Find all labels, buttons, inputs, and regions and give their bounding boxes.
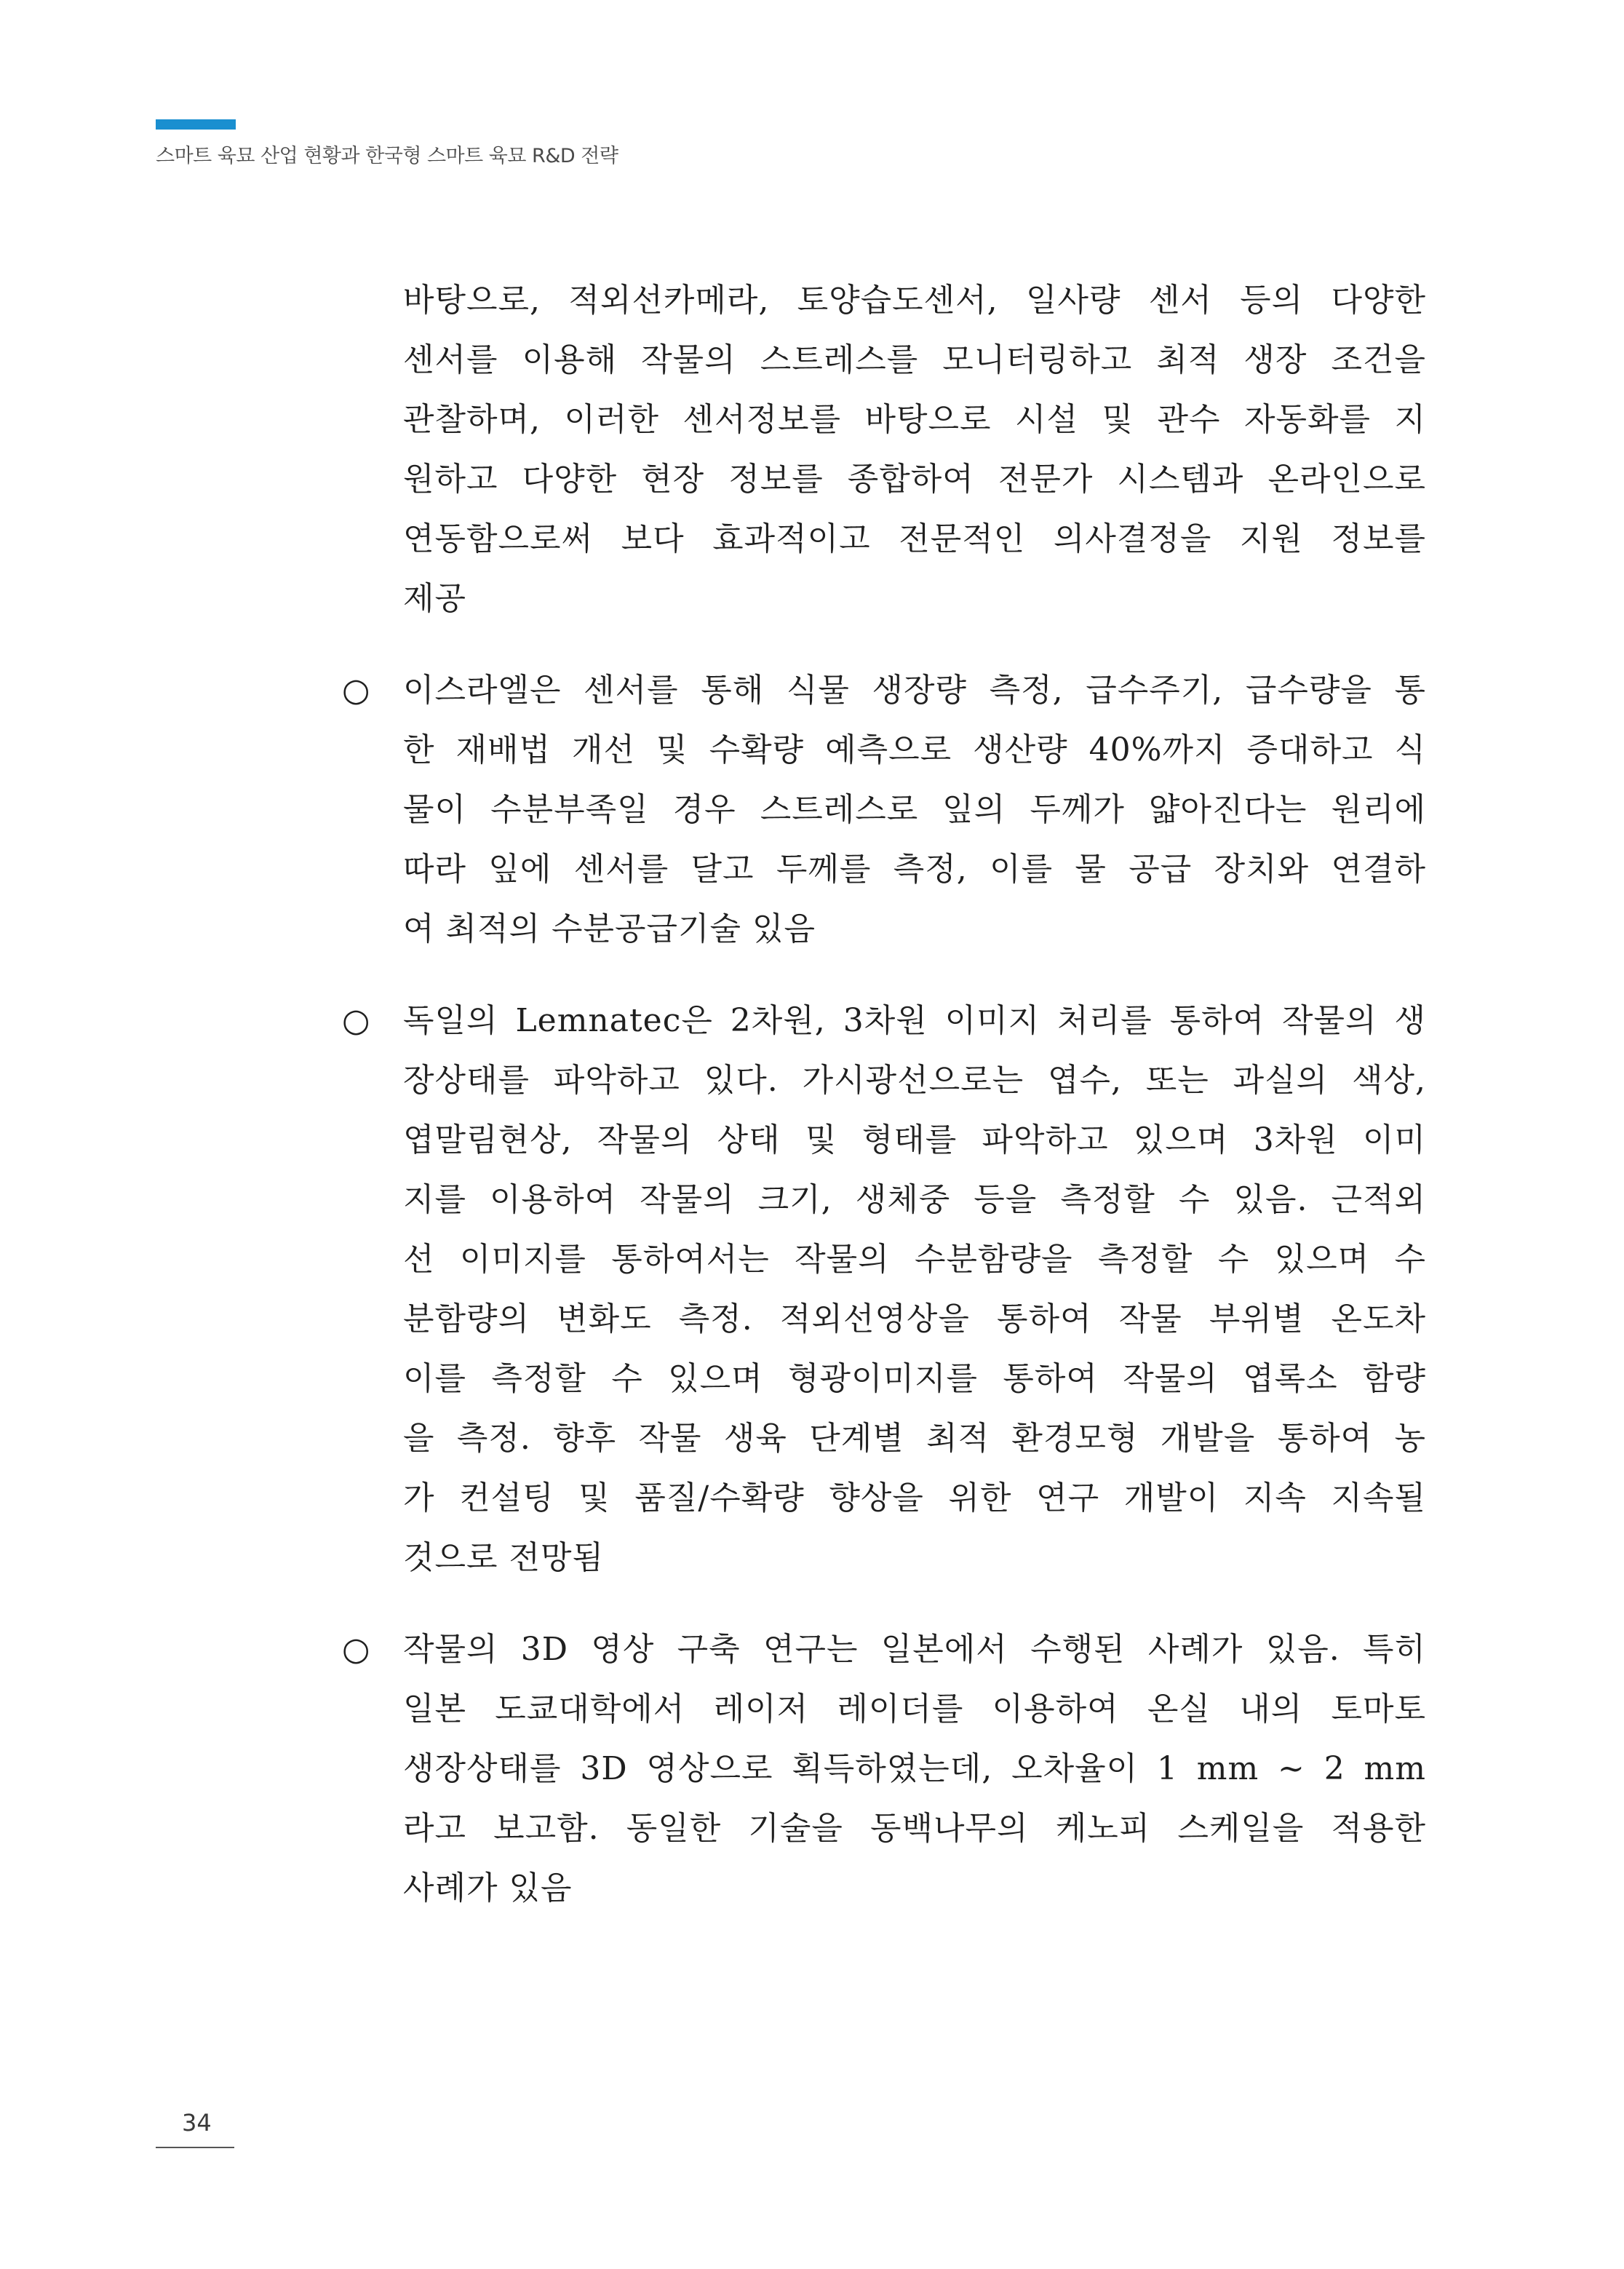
text-line: 여 최적의 수분공급기술 있음 — [403, 910, 816, 947]
text-line: 것으로 전망됨 — [403, 1539, 605, 1576]
text-line: 선 이미지를 통하여서는 작물의 수분함량을 측정할 수 있으며 수 — [403, 1241, 1426, 1278]
text-line: 작물의 3D 영상 구축 연구는 일본에서 수행된 사례가 있음. 특히 — [403, 1631, 1426, 1668]
text-line: 라고 보고함. 동일한 기술을 동백나무의 케노피 스케일을 적용한 — [403, 1810, 1426, 1847]
bullet-paragraph-3d-imaging — [342, 1620, 1426, 1918]
circle-bullet-icon: ○ — [342, 672, 370, 709]
text-line: 이스라엘은 센서를 통해 식물 생장량 측정, 급수주기, 급수량을 통 — [403, 672, 1426, 709]
text-line: 독일의 Lemnatec은 2차원, 3차원 이미지 처리를 통하여 작물의 생 — [403, 1002, 1426, 1039]
bullet-paragraph-israel — [342, 661, 1426, 959]
text-line: 연동함으로써 보다 효과적이고 전문적인 의사결정을 지원 정보를 — [403, 520, 1426, 557]
text-line: 물이 수분부족일 경우 스트레스로 잎의 두께가 얇아진다는 원리에 — [403, 791, 1426, 828]
text-line: 센서를 이용해 작물의 스트레스를 모니터링하고 최적 생장 조건을 — [403, 341, 1426, 378]
footer-divider — [156, 2147, 234, 2148]
text-line: 을 측정. 향후 작물 생육 단계별 최적 환경모형 개발을 통하여 농 — [403, 1420, 1426, 1457]
text-line: 장상태를 파악하고 있다. 가시광선으로는 엽수, 또는 과실의 색상, — [403, 1062, 1426, 1099]
text-line: 이를 측정할 수 있으며 형광이미지를 통하여 작물의 엽록소 함량 — [403, 1360, 1426, 1397]
page-number: 34 — [182, 2109, 212, 2137]
text-line: 생장상태를 3D 영상으로 획득하였는데, 오차율이 1 mm ~ 2 mm — [403, 1750, 1426, 1787]
text-line: 분함량의 변화도 측정. 적외선영상을 통하여 작물 부위별 온도차 — [403, 1300, 1426, 1338]
circle-bullet-icon: ○ — [342, 1002, 370, 1039]
text-line: 한 재배법 개선 및 수확량 예측으로 생산량 40%까지 증대하고 식 — [403, 731, 1426, 768]
text-line: 지를 이용하여 작물의 크기, 생체중 등을 측정할 수 있음. 근적외 — [403, 1181, 1426, 1218]
running-header-title: 스마트 육묘 산업 현황과 한국형 스마트 육묘 R&D 전략 — [156, 145, 618, 167]
body-text — [342, 271, 1426, 1918]
text-line: 가 컨설팅 및 품질/수확량 향상을 위한 연구 개발이 지속 지속될 — [403, 1479, 1426, 1517]
circle-bullet-icon: ○ — [342, 1631, 370, 1668]
text-line: 엽말림현상, 작물의 상태 및 형태를 파악하고 있으며 3차원 이미 — [403, 1121, 1426, 1159]
text-line: 일본 도쿄대학에서 레이저 레이더를 이용하여 온실 내의 토마토 — [403, 1690, 1426, 1728]
text-line: 원하고 다양한 현장 정보를 종합하여 전문가 시스템과 온라인으로 — [403, 461, 1426, 498]
text-line: 사례가 있음 — [403, 1869, 573, 1907]
header-accent-bar — [156, 119, 236, 130]
bullet-paragraph-lemnatec — [342, 991, 1426, 1588]
text-line: 바탕으로, 적외선카메라, 토양습도센서, 일사량 센서 등의 다양한 — [403, 282, 1426, 319]
text-line: 따라 잎에 센서를 달고 두께를 측정, 이를 물 공급 장치와 연결하 — [403, 851, 1426, 888]
text-line: 관찰하며, 이러한 센서정보를 바탕으로 시설 및 관수 자동화를 지 — [403, 401, 1426, 438]
text-line: 제공 — [403, 580, 467, 617]
paragraph-continuation — [342, 271, 1426, 629]
